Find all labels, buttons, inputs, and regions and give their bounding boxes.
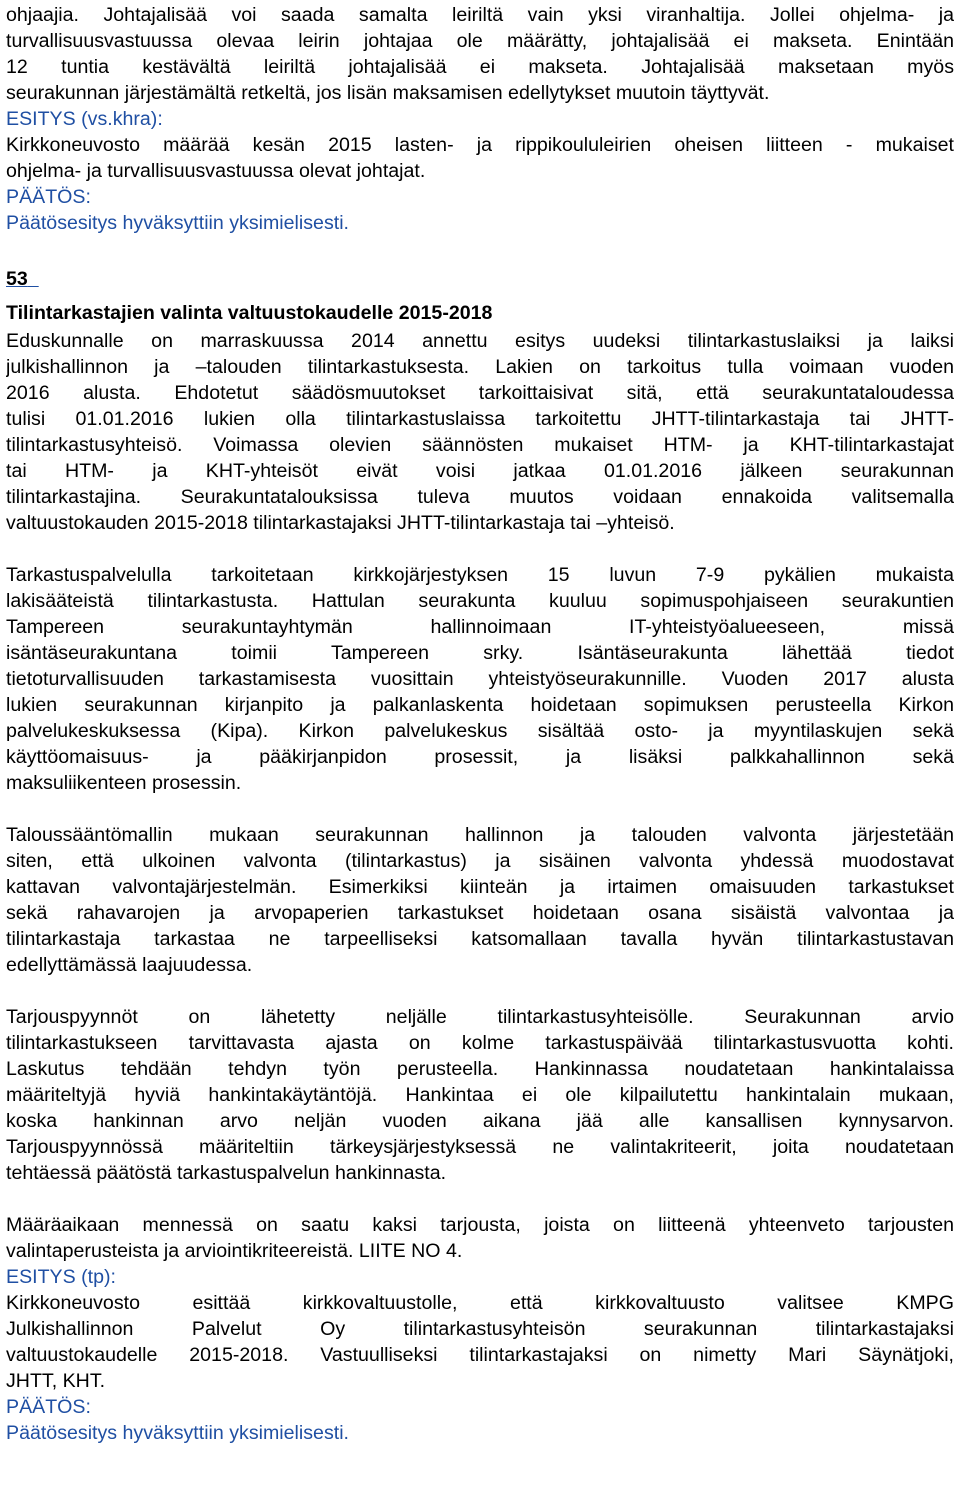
text-line: Kirkkoneuvosto esittää kirkkovaltuustolle, että kirkkovaltuusto valitsee KMPG (6, 1292, 954, 1314)
text-line: julkishallinnon ja –talouden tilintarkastuksesta. Lakien on tarkoitus tulla voimaan vuoden (6, 356, 954, 378)
text-line: tai HTM- ja KHT-yhteisöt eivät voisi jatkaa 01.01.2016 jälkeen seurakunnan (6, 460, 954, 482)
text-line: maksuliikenteen prosessin. (6, 772, 242, 794)
text-line: 2016 alusta. Ehdotetut säädösmuutokset tarkoittaisivat sitä, että seurakuntataloudessa (6, 382, 954, 404)
text-line: lakisääteistä tilintarkastusta. Hattulan seurakunta kuuluu sopimuspohjaiseen seurakuntien (6, 590, 954, 612)
text-line: ohjaajia. Johtajalisää voi saada samalta leiriltä vain yksi viranhaltija. Jollei ohjelma- ja (6, 4, 954, 26)
text-line: valintaperusteista ja arviointikriteereistä. LIITE NO 4. (6, 1240, 463, 1262)
text-line: tilintarkastukseen tarvittavasta ajasta on kolme tarkastuspäivää tilintarkastusvuotta kohti. (6, 1032, 954, 1054)
text-line: tilintarkastajina. Seurakuntatalouksissa tuleva muutos voidaan ennakoida valitsemalla (6, 486, 954, 508)
text-line: Eduskunnalle on marraskuussa 2014 annettu esitys uudeksi tilintarkastuslaiksi ja laiksi (6, 330, 954, 352)
text-line: Tampereen seurakuntayhtymän hallinnoimaan IT-yhteistyöalueeseen, missä (6, 616, 954, 638)
section-number-text: 53 (6, 268, 28, 290)
decision-label: PÄÄTÖS: (6, 1396, 91, 1418)
text-line: kattavan valvontajärjestelmän. Esimerkiksi kiinteän ja irtaimen omaisuuden tarkastukset (6, 876, 954, 898)
decision-label: PÄÄTÖS: (6, 186, 91, 208)
section-title: Tilintarkastajien valinta valtuustokaudelle 2015-2018 (6, 302, 493, 324)
text-line: valtuustokaudelle 2015-2018. Vastuulliseksi tilintarkastajaksi on nimetty Mari Säynätjoki, (6, 1344, 954, 1366)
text-line: 12 tuntia kestävältä leiriltä johtajalisää ei makseta. Johtajalisää maksetaan myös (6, 56, 954, 78)
text-line: edellyttämässä laajuudessa. (6, 954, 253, 976)
text-line: ohjelma- ja turvallisuusvastuussa olevat johtajat. (6, 160, 426, 182)
text-line: tilintarkastaja tarkastaa ne tarpeelliseksi katsomallaan tavalla hyvän tilintarkastustavan (6, 928, 954, 950)
text-line: tulisi 01.01.2016 lukien olla tilintarkastuslaissa tarkoitettu JHTT-tilintarkastaja tai JHTT- (6, 408, 954, 430)
text-line: Laskutus tehdään tehdyn työn perusteella. Hankinnassa noudatetaan hankintalaissa (6, 1058, 954, 1080)
text-line: Määräaikaan mennessä on saatu kaksi tarjousta, joista on liitteenä yhteenveto tarjousten (6, 1214, 954, 1236)
text-line: tietoturvallisuuden tarkastamisesta vuosittain yhteistyöseurakunnille. Vuoden 2017 alusta (6, 668, 954, 690)
text-line: valtuustokauden 2015-2018 tilintarkastajaksi JHTT-tilintarkastaja tai –yhteisö. (6, 512, 675, 534)
text-line: käyttöomaisuus- ja pääkirjanpidon prosessit, ja lisäksi palkkahallinnon sekä (6, 746, 954, 768)
text-line: tilintarkastusyhteisö. Voimassa olevien säännösten mukaiset HTM- ja KHT-tilintarkastajat (6, 434, 954, 456)
decision-text: Päätösesitys hyväksyttiin yksimielisesti. (6, 212, 349, 234)
section-number (6, 266, 954, 292)
proposal-label: ESITYS (tp): (6, 1266, 116, 1288)
text-line: määriteltyjä hyviä hankintakäytäntöjä. Hankintaa ei ole kilpailutettu hankintalain mukaan, (6, 1084, 954, 1106)
proposal-label: ESITYS (vs.khra): (6, 108, 163, 130)
text-line: palvelukeskuksessa (Kipa). Kirkon palvelukeskus sisältää osto- ja myyntilaskujen sekä (6, 720, 954, 742)
text-line: Tarkastuspalvelulla tarkoitetaan kirkkojärjestyksen 15 luvun 7-9 pykälien mukaista (6, 564, 954, 586)
text-line: Kirkkoneuvosto määrää kesän 2015 lasten- ja rippikoululeirien oheisen liitteen - mukaiset (6, 134, 954, 156)
text-line: JHTT, KHT. (6, 1370, 106, 1392)
text-line: Tarjouspyynnössä määriteltiin tärkeysjärjestyksessä ne valintakriteerit, joita noudatetaan (6, 1136, 954, 1158)
text-line: Tarjouspyynnöt on lähetetty neljälle tilintarkastusyhteisölle. Seurakunnan arvio (6, 1006, 954, 1028)
text-line: turvallisuusvastuussa olevaa leirin johtajaa ole määrätty, johtajalisää ei makseta. Enintään (6, 30, 954, 52)
text-line: koska hankinnan arvo neljän vuoden aikana jää alle kansallisen kynnysarvon. (6, 1110, 954, 1132)
text-line: sekä rahavarojen ja arvopaperien tarkastukset hoidetaan osana sisäistä valvontaa ja (6, 902, 954, 924)
text-line: tehtäessä päätöstä tarkastuspalvelun hankinnasta. (6, 1162, 447, 1184)
text-line: siten, että ulkoinen valvonta (tilintarkastus) ja sisäinen valvonta yhdessä muodostavat (6, 850, 954, 872)
text-line: lukien seurakunnan kirjanpito ja palkanlaskenta hoidetaan sopimuksen perusteella Kirkon (6, 694, 954, 716)
text-line: Julkishallinnon Palvelut Oy tilintarkastusyhteisön seurakunnan tilintarkastajaksi (6, 1318, 954, 1340)
text-line: seurakunnan järjestämältä retkeltä, jos lisän maksamisen edellytykset muutoin täyttyvät. (6, 82, 770, 104)
text-line: Taloussääntömallin mukaan seurakunnan hallinnon ja talouden valvonta järjestetään (6, 824, 954, 846)
decision-text: Päätösesitys hyväksyttiin yksimielisesti. (6, 1422, 349, 1444)
text-line: isäntäseurakuntana toimii Tampereen srky. Isäntäseurakunta lähettää tiedot (6, 642, 954, 664)
